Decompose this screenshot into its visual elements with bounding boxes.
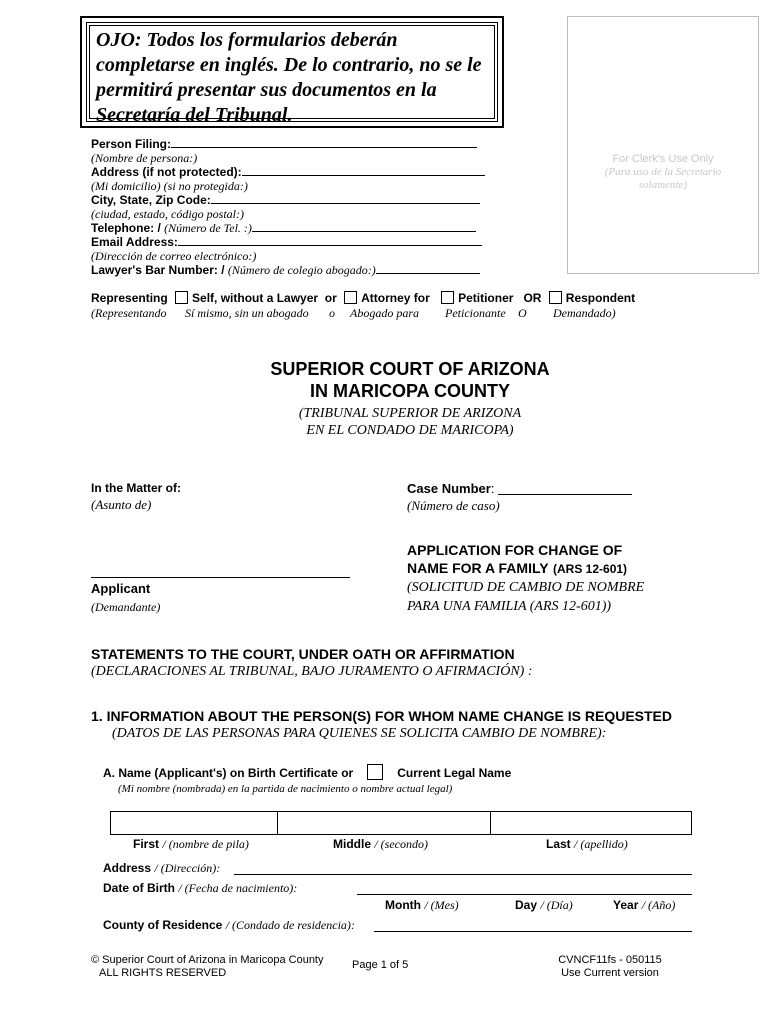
petitioner-label: Petitioner <box>458 291 514 305</box>
warning-box <box>80 16 504 128</box>
matter-es: (Asunto de) <box>91 497 152 512</box>
application-ars: (ARS 12-601) <box>553 562 628 576</box>
footer-form-id: CVNCF11fs - 050115 <box>558 954 662 966</box>
court-title <box>210 358 610 439</box>
applicant-address-label: Address <box>103 861 152 875</box>
month-es: / (Mes) <box>424 898 459 912</box>
application-title <box>407 542 707 616</box>
applicant-address-es: / (Dirección): <box>154 861 221 875</box>
statements-heading: STATEMENTS TO THE COURT, UNDER OATH OR AFFIRMATION <box>91 646 515 662</box>
day-label: Day <box>515 898 538 912</box>
dob-label: Date of Birth <box>103 881 175 895</box>
middle-label: Middle <box>333 837 371 851</box>
address-row <box>103 861 220 876</box>
day-row <box>515 898 573 913</box>
clerk-label: For Clerk's Use Only <box>612 153 714 165</box>
middle-es: / (secondo) <box>374 837 428 851</box>
applicant-block <box>91 581 160 615</box>
section-1 <box>91 708 672 742</box>
last-es: / (apellido) <box>574 837 628 851</box>
dob-es: / (Fecha de nacimiento): <box>178 881 298 895</box>
county-row <box>103 918 355 933</box>
last-label-row <box>546 837 628 852</box>
dob-row <box>103 881 297 896</box>
person-filing-field[interactable] <box>171 147 477 148</box>
matter-label: In the Matter of: <box>91 481 181 495</box>
case-es: (Número de caso) <box>407 498 500 513</box>
telephone-es: (Número de Tel. :) <box>164 221 252 235</box>
case-label: Case Number <box>407 481 491 496</box>
section-a-label: A. Name (Applicant's) on Birth Certificate or <box>103 766 354 780</box>
email-field[interactable] <box>178 245 482 246</box>
case-colon: : <box>490 481 495 496</box>
month-label: Month <box>385 898 421 912</box>
county-field-line[interactable] <box>374 931 692 932</box>
section-1-heading: 1. INFORMATION ABOUT THE PERSON(S) FOR WHOM NAME CHANGE IS REQUESTED <box>91 708 673 724</box>
or-es-1: o <box>329 306 335 320</box>
respondent-checkbox[interactable] <box>549 291 562 304</box>
case-number-field[interactable] <box>498 494 632 495</box>
address-field[interactable] <box>242 175 485 176</box>
city-field[interactable] <box>211 203 480 204</box>
footer-left <box>91 954 324 980</box>
self-es: Sí mismo, sin un abogado <box>185 306 309 320</box>
or-label-2: OR <box>523 291 542 305</box>
footer-right <box>530 954 690 980</box>
application-line-1: APPLICATION FOR CHANGE OF <box>407 542 623 558</box>
representing-row <box>91 291 635 305</box>
person-filing-es: (Nombre de persona:) <box>91 151 198 165</box>
last-label: Last <box>546 837 571 851</box>
middle-label-row <box>333 837 428 852</box>
telephone-label: Telephone: / <box>91 221 161 235</box>
address-field-line[interactable] <box>234 874 692 875</box>
petitioner-es: Peticionante <box>445 306 506 320</box>
footer-rights: ALL RIGHTS RESERVED <box>99 967 227 979</box>
address-label: Address (if not protected): <box>91 165 242 179</box>
self-label: Self, without a Lawyer <box>192 291 319 305</box>
bar-label: Lawyer's Bar Number: / <box>91 263 225 277</box>
clerk-label-es-1: (Para uso de la Secretario <box>604 166 722 178</box>
section-a-es: (Mi nombre (nombrada) en la partida de nacimiento o nombre actual legal) <box>118 783 453 795</box>
court-line-1-es: (TRIBUNAL SUPERIOR DE ARIZONA <box>298 406 522 421</box>
application-line-1-es: (SOLICITUD DE CAMBIO DE NOMBRE <box>407 580 645 595</box>
person-filing-label: Person Filing: <box>91 137 172 151</box>
or-es-2: O <box>518 306 527 320</box>
attorney-es: Abogado para <box>350 306 419 320</box>
address-es: (Mi domicilio) (si no protegida:) <box>91 179 248 193</box>
attorney-checkbox[interactable] <box>344 291 357 304</box>
clerk-label-es-2: solamente) <box>638 179 688 191</box>
year-row <box>613 898 675 913</box>
application-line-2-es: PARA UNA FAMILIA (ARS 12-601)) <box>407 599 612 614</box>
first-label-row <box>133 837 249 852</box>
year-es: / (Año) <box>641 898 676 912</box>
matter-block <box>91 481 181 513</box>
telephone-field[interactable] <box>252 231 476 232</box>
application-line-2: NAME FOR A FAMILY <box>407 560 549 576</box>
city-es: (ciudad, estado, código postal:) <box>91 207 244 221</box>
day-es: / (Día) <box>540 898 573 912</box>
first-es: / (nombre de pila) <box>162 837 249 851</box>
case-block <box>407 481 632 514</box>
first-name-input[interactable] <box>110 811 276 835</box>
middle-name-input[interactable] <box>277 811 489 835</box>
representing-es-row <box>91 306 631 320</box>
last-name-input[interactable] <box>490 811 692 835</box>
respondent-es: Demandado) <box>553 306 616 320</box>
current-name-label: Current Legal Name <box>397 766 512 780</box>
first-label: First <box>133 837 160 851</box>
email-label: Email Address: <box>91 235 178 249</box>
or-label-1: or <box>324 291 337 305</box>
representing-es: (Representando <box>91 306 167 320</box>
court-line-1: SUPERIOR COURT OF ARIZONA <box>270 359 550 379</box>
representing-label: Representing <box>91 291 168 305</box>
email-es: (Dirección de correo electrónico:) <box>91 249 257 263</box>
statements-heading-es: (DECLARACIONES AL TRIBUNAL, BAJO JURAMENTO O AFIRMACIÓN) : <box>91 664 533 679</box>
county-label: County of Residence <box>103 918 223 932</box>
applicant-es: (Demandante) <box>91 600 161 614</box>
month-row <box>385 898 459 913</box>
bar-es: (Número de colegio abogado:) <box>227 263 376 277</box>
statements-block <box>91 646 533 680</box>
petitioner-checkbox[interactable] <box>441 291 454 304</box>
dob-field-line[interactable] <box>357 894 692 895</box>
attorney-label: Attorney for <box>361 291 430 305</box>
self-checkbox[interactable] <box>175 291 188 304</box>
court-line-2-es: EN EL CONDADO DE MARICOPA) <box>306 423 514 438</box>
warning-text: OJO: Todos los formularios deberán completarse en inglés. De lo contrario, no se le permitirá presentar sus documentos en la Secretaría del Tribunal. <box>86 22 498 122</box>
county-es: / (Condado de residencia): <box>225 918 355 932</box>
city-label: City, State, Zip Code: <box>91 193 211 207</box>
respondent-label: Respondent <box>565 291 636 305</box>
court-line-2: IN MARICOPA COUNTY <box>310 381 510 401</box>
section-1-heading-es: (DATOS DE LAS PERSONAS PARA QUIENES SE SOLICITA CAMBIO DE NOMBRE): <box>112 726 607 741</box>
section-a <box>103 764 511 795</box>
clerk-use-box <box>567 16 759 274</box>
year-label: Year <box>613 898 639 912</box>
footer-copyright: © Superior Court of Arizona in Maricopa County <box>91 954 324 966</box>
bar-field[interactable] <box>376 273 480 274</box>
applicant-label: Applicant <box>91 581 151 596</box>
footer-page: Page 1 of 5 <box>352 959 409 971</box>
filer-info <box>91 137 491 277</box>
current-name-checkbox[interactable] <box>367 764 383 780</box>
footer-version: Use Current version <box>561 967 659 979</box>
applicant-line[interactable] <box>91 577 350 578</box>
